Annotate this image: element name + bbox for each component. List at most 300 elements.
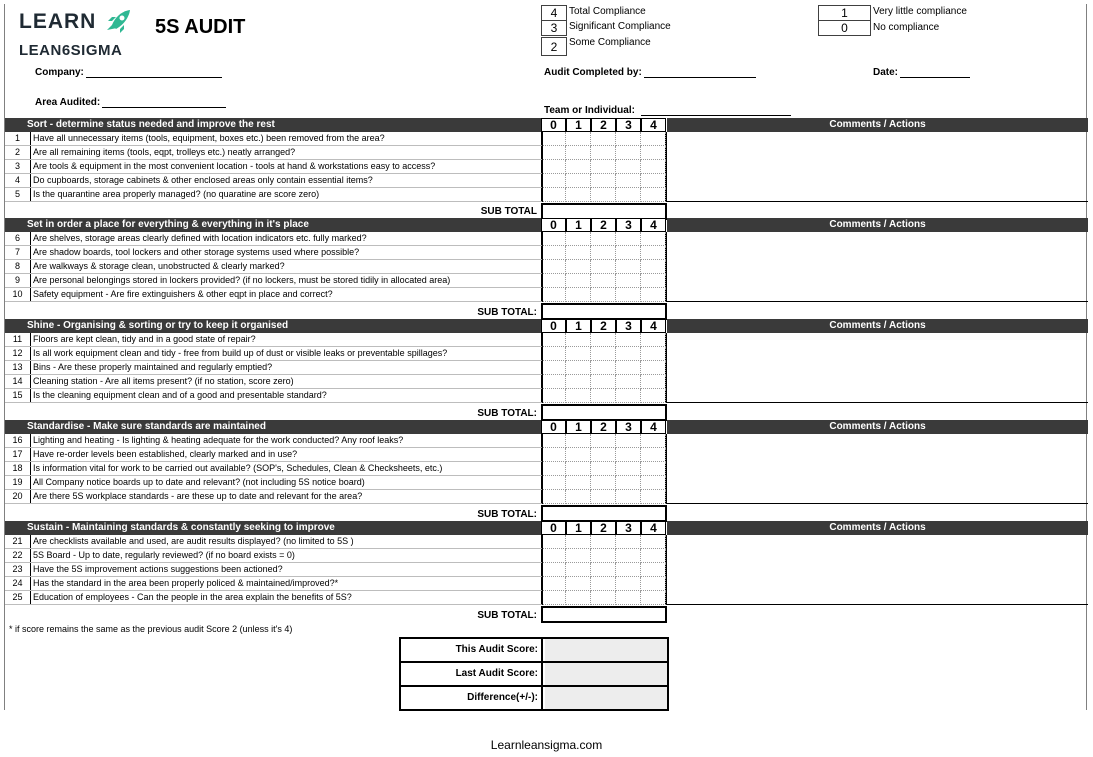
- item-number: 24: [5, 577, 31, 590]
- score-cell[interactable]: [591, 232, 616, 246]
- score-cell[interactable]: [591, 361, 616, 375]
- item-number: 6: [5, 232, 31, 245]
- score-cell[interactable]: [641, 549, 666, 563]
- score-cell[interactable]: [591, 490, 616, 504]
- scale-score-3: 3: [541, 20, 567, 36]
- score-header-1: 1: [566, 319, 591, 333]
- score-cell[interactable]: [641, 333, 666, 347]
- item-number: 4: [5, 174, 31, 187]
- item-question: Have all unnecessary items (tools, equipment, boxes etc.) been removed from the area?: [33, 133, 385, 143]
- score-cell[interactable]: [616, 274, 641, 288]
- score-header-2: 2: [591, 420, 616, 434]
- item-number: 17: [5, 448, 31, 461]
- website-link[interactable]: Learnleansigma.com: [490, 738, 603, 752]
- comments-area[interactable]: [667, 132, 1088, 202]
- score-cell[interactable]: [616, 434, 641, 448]
- table-row: [5, 375, 541, 389]
- score-cell[interactable]: [641, 274, 666, 288]
- table-row: [5, 577, 541, 591]
- score-header-1: 1: [566, 118, 591, 132]
- last-audit-label: Last Audit Score:: [401, 663, 543, 685]
- score-cell[interactable]: [541, 246, 566, 260]
- score-cell[interactable]: [541, 462, 566, 476]
- score-header-0: 0: [541, 521, 566, 535]
- comments-area[interactable]: [667, 535, 1088, 605]
- scale-score-2: 2: [541, 37, 567, 56]
- score-cell[interactable]: [541, 160, 566, 174]
- table-row: [5, 389, 541, 403]
- item-question: Are checklists available and used, are audit results displayed? (no limited to 5S ): [33, 536, 354, 546]
- this-audit-label: This Audit Score:: [401, 639, 543, 661]
- table-row: [5, 188, 541, 202]
- item-number: 8: [5, 260, 31, 273]
- item-question: Are shadow boards, tool lockers and other storage systems used where possible?: [33, 247, 360, 257]
- scale-score-1: 1: [818, 5, 871, 21]
- score-cell[interactable]: [541, 563, 566, 577]
- score-cell[interactable]: [591, 462, 616, 476]
- section-title: Shine - Organising & sorting or try to keep it organised: [5, 319, 541, 333]
- score-header-4: 4: [641, 521, 666, 535]
- score-cell[interactable]: [616, 476, 641, 490]
- section-header: [5, 319, 1088, 333]
- item-number: 15: [5, 389, 31, 402]
- item-number: 12: [5, 347, 31, 360]
- score-cell[interactable]: [616, 361, 641, 375]
- item-question: Education of employees - Can the people in the area explain the benefits of 5S?: [33, 592, 352, 602]
- date-field[interactable]: [873, 67, 970, 78]
- item-question: Have the 5S improvement actions suggestions been actioned?: [33, 564, 283, 574]
- item-number: 9: [5, 274, 31, 287]
- comments-header: Comments / Actions: [667, 218, 1088, 232]
- team-or-individual-label: Team or Individual:: [544, 105, 635, 116]
- score-cell[interactable]: [591, 563, 616, 577]
- score-cell[interactable]: [566, 174, 591, 188]
- score-cell[interactable]: [566, 591, 591, 605]
- item-question: Is information vital for work to be carried out available? (SOP's, Schedules, Clean & Checksheets, etc.): [33, 463, 443, 473]
- score-cell[interactable]: [591, 375, 616, 389]
- table-row: [5, 591, 541, 605]
- section-sort: [5, 118, 1088, 220]
- score-cell[interactable]: [541, 174, 566, 188]
- scale-label-0: No compliance: [873, 22, 940, 33]
- score-cell[interactable]: [566, 490, 591, 504]
- score-cell[interactable]: [641, 476, 666, 490]
- difference-row: [401, 687, 667, 711]
- score-cell[interactable]: [641, 389, 666, 403]
- section-standardise: [5, 420, 1088, 522]
- score-cell[interactable]: [641, 146, 666, 160]
- score-cell[interactable]: [616, 174, 641, 188]
- footnote: * if score remains the same as the previous audit Score 2 (unless it's 4): [9, 624, 293, 634]
- scale-label-1: Very little compliance: [873, 6, 967, 17]
- score-cell[interactable]: [566, 288, 591, 302]
- item-question: Is the cleaning equipment clean and of a good and presentable standard?: [33, 390, 327, 400]
- item-number: 10: [5, 288, 31, 301]
- score-cell[interactable]: [566, 389, 591, 403]
- table-row: [5, 260, 541, 274]
- table-row: [5, 462, 541, 476]
- score-header-3: 3: [616, 521, 641, 535]
- score-cell[interactable]: [566, 260, 591, 274]
- item-question: Are tools & equipment in the most convenient location - tools at hand & workstations easy to access?: [33, 161, 436, 171]
- team-or-individual-field[interactable]: [544, 105, 791, 116]
- score-cell[interactable]: [641, 160, 666, 174]
- score-cell[interactable]: [591, 174, 616, 188]
- score-cell[interactable]: [641, 434, 666, 448]
- comments-area[interactable]: [667, 232, 1088, 302]
- audit-completed-by-label: Audit Completed by:: [544, 67, 642, 78]
- score-cell[interactable]: [616, 333, 641, 347]
- score-cell[interactable]: [566, 462, 591, 476]
- score-header-2: 2: [591, 521, 616, 535]
- subtotal-field[interactable]: [541, 606, 667, 623]
- item-number: 14: [5, 375, 31, 388]
- score-cell[interactable]: [566, 563, 591, 577]
- section-set-in-order: [5, 218, 1088, 320]
- scale-label-2: Some Compliance: [569, 37, 651, 48]
- score-cell[interactable]: [591, 591, 616, 605]
- subtotal-label: SUB TOTAL:: [477, 408, 537, 419]
- score-cell[interactable]: [591, 535, 616, 549]
- score-grid[interactable]: [541, 132, 667, 202]
- score-grid[interactable]: [541, 535, 667, 605]
- score-cell[interactable]: [616, 490, 641, 504]
- score-cell[interactable]: [591, 347, 616, 361]
- score-header-3: 3: [616, 319, 641, 333]
- comments-header: Comments / Actions: [667, 319, 1088, 333]
- this-audit-row: [401, 639, 667, 663]
- item-number: 2: [5, 146, 31, 159]
- item-number: 1: [5, 132, 31, 145]
- table-row: [5, 535, 541, 549]
- audit-completed-by-field[interactable]: [544, 67, 756, 78]
- score-cell[interactable]: [566, 232, 591, 246]
- scale-label-3: Significant Compliance: [569, 21, 671, 32]
- area-audited-label: Area Audited:: [35, 97, 101, 108]
- score-cell[interactable]: [641, 563, 666, 577]
- table-row: [5, 160, 541, 174]
- this-audit-score-field[interactable]: [545, 639, 667, 661]
- table-row: [5, 434, 541, 448]
- rocket-icon: [103, 8, 133, 39]
- score-cell[interactable]: [641, 577, 666, 591]
- score-cell[interactable]: [641, 462, 666, 476]
- score-cell[interactable]: [566, 333, 591, 347]
- score-header-0: 0: [541, 319, 566, 333]
- score-header-4: 4: [641, 218, 666, 232]
- last-audit-row: [401, 663, 667, 687]
- table-row: [5, 232, 541, 246]
- item-number: 20: [5, 490, 31, 503]
- score-header-0: 0: [541, 420, 566, 434]
- item-number: 21: [5, 535, 31, 548]
- subtotal-label: SUB TOTAL: [480, 206, 537, 217]
- score-cell[interactable]: [616, 260, 641, 274]
- table-row: [5, 476, 541, 490]
- section-sustain: [5, 521, 1088, 623]
- score-cell[interactable]: [641, 174, 666, 188]
- score-cell[interactable]: [616, 232, 641, 246]
- section-header: [5, 420, 1088, 434]
- subtotal-field[interactable]: [541, 505, 667, 522]
- item-question: Are personal belongings stored in lockers provided? (if no lockers, must be stored tidily in allocated area): [33, 275, 451, 285]
- score-cell[interactable]: [591, 188, 616, 202]
- item-number: 25: [5, 591, 31, 604]
- score-cell[interactable]: [616, 246, 641, 260]
- score-cell[interactable]: [566, 146, 591, 160]
- item-question: 5S Board - Up to date, regularly reviewed? (if no board exists = 0): [33, 550, 295, 560]
- subtotal-field[interactable]: [541, 404, 667, 421]
- score-header-3: 3: [616, 118, 641, 132]
- section-header: [5, 521, 1088, 535]
- score-cell[interactable]: [616, 549, 641, 563]
- item-question: Bins - Are these properly maintained and regularly emptied?: [33, 362, 273, 372]
- item-number: 7: [5, 246, 31, 259]
- score-cell[interactable]: [641, 347, 666, 361]
- score-header-2: 2: [591, 319, 616, 333]
- score-cell[interactable]: [616, 563, 641, 577]
- item-question: Are there 5S workplace standards - are these up to date and relevant for the area?: [33, 491, 363, 501]
- page-title: 5S AUDIT: [155, 16, 246, 38]
- audit-sheet: [4, 4, 1087, 710]
- item-number: 23: [5, 563, 31, 576]
- item-question: Is all work equipment clean and tidy - free from build up of dust or visible leaks or preventable spillages?: [33, 348, 448, 358]
- score-cell[interactable]: [641, 188, 666, 202]
- score-cell[interactable]: [591, 476, 616, 490]
- table-row: [5, 361, 541, 375]
- item-question: Are walkways & storage clean, unobstructed & clearly marked?: [33, 261, 285, 271]
- score-cell[interactable]: [541, 591, 566, 605]
- score-cell[interactable]: [566, 361, 591, 375]
- subtotal-label: SUB TOTAL:: [477, 610, 537, 621]
- score-cell[interactable]: [541, 375, 566, 389]
- comments-area[interactable]: [667, 434, 1088, 504]
- section-header: [5, 118, 1088, 132]
- score-cell[interactable]: [566, 246, 591, 260]
- item-question: Cleaning station - Are all items present? (if no station, score zero): [33, 376, 294, 386]
- subtotal-label: SUB TOTAL:: [477, 307, 537, 318]
- score-cell[interactable]: [566, 549, 591, 563]
- table-row: [5, 246, 541, 260]
- last-audit-score-field[interactable]: [545, 663, 667, 685]
- logo: [19, 10, 133, 59]
- score-cell[interactable]: [541, 549, 566, 563]
- score-grid[interactable]: [541, 232, 667, 302]
- score-cell[interactable]: [566, 132, 591, 146]
- logo-text-learn: LEARN: [19, 10, 97, 33]
- item-number: 13: [5, 361, 31, 374]
- score-cell[interactable]: [591, 132, 616, 146]
- score-cell[interactable]: [541, 448, 566, 462]
- comments-header: Comments / Actions: [667, 420, 1088, 434]
- score-cell[interactable]: [566, 476, 591, 490]
- score-cell[interactable]: [616, 577, 641, 591]
- summary-table: [399, 637, 669, 711]
- table-row: [5, 274, 541, 288]
- score-cell[interactable]: [641, 375, 666, 389]
- item-number: 11: [5, 333, 31, 346]
- score-cell[interactable]: [591, 434, 616, 448]
- subtotal-label: SUB TOTAL:: [477, 509, 537, 520]
- score-cell[interactable]: [591, 288, 616, 302]
- score-cell[interactable]: [616, 132, 641, 146]
- score-header-1: 1: [566, 521, 591, 535]
- table-row: [5, 132, 541, 146]
- score-cell[interactable]: [566, 347, 591, 361]
- score-header-4: 4: [641, 420, 666, 434]
- score-cell[interactable]: [566, 448, 591, 462]
- score-cell[interactable]: [566, 434, 591, 448]
- score-header-4: 4: [641, 319, 666, 333]
- scale-score-4: 4: [541, 5, 567, 21]
- table-row: [5, 563, 541, 577]
- score-cell[interactable]: [616, 389, 641, 403]
- scale-label-4: Total Compliance: [569, 6, 646, 17]
- company-label: Company:: [35, 67, 84, 78]
- score-cell[interactable]: [641, 132, 666, 146]
- table-row: [5, 146, 541, 160]
- score-cell[interactable]: [541, 389, 566, 403]
- score-cell[interactable]: [641, 288, 666, 302]
- score-cell[interactable]: [591, 160, 616, 174]
- difference-field[interactable]: [545, 687, 667, 709]
- item-question: Are all remaining items (tools, eqpt, trolleys etc.) neatly arranged?: [33, 147, 296, 157]
- score-cell[interactable]: [616, 462, 641, 476]
- score-cell[interactable]: [641, 591, 666, 605]
- score-cell[interactable]: [616, 188, 641, 202]
- item-number: 16: [5, 434, 31, 447]
- table-row: [5, 174, 541, 188]
- score-cell[interactable]: [541, 361, 566, 375]
- comments-area[interactable]: [667, 333, 1088, 403]
- score-cell[interactable]: [541, 288, 566, 302]
- item-question: Are shelves, storage areas clearly defined with location indicators etc. fully marked?: [33, 233, 367, 243]
- score-cell[interactable]: [566, 160, 591, 174]
- difference-label: Difference(+/-):: [401, 687, 543, 709]
- item-question: Do cupboards, storage cabinets & other enclosed areas only contain essential items?: [33, 175, 373, 185]
- score-cell[interactable]: [541, 535, 566, 549]
- score-cell[interactable]: [566, 535, 591, 549]
- section-title: Standardise - Make sure standards are maintained: [5, 420, 541, 434]
- item-question: Has the standard in the area been properly policed & maintained/improved?*: [33, 578, 339, 588]
- score-cell[interactable]: [541, 434, 566, 448]
- score-cell[interactable]: [541, 476, 566, 490]
- score-header-1: 1: [566, 218, 591, 232]
- score-cell[interactable]: [591, 333, 616, 347]
- item-question: Floors are kept clean, tidy and in a good state of repair?: [33, 334, 256, 344]
- table-row: [5, 333, 541, 347]
- score-cell[interactable]: [616, 448, 641, 462]
- score-cell[interactable]: [616, 535, 641, 549]
- table-row: [5, 288, 541, 302]
- score-cell[interactable]: [591, 246, 616, 260]
- score-header-3: 3: [616, 420, 641, 434]
- score-cell[interactable]: [641, 490, 666, 504]
- score-cell[interactable]: [591, 577, 616, 591]
- date-label: Date:: [873, 67, 899, 78]
- score-cell[interactable]: [616, 591, 641, 605]
- section-title: Sort - determine status needed and improve the rest: [5, 118, 541, 132]
- item-number: 22: [5, 549, 31, 562]
- score-header-4: 4: [641, 118, 666, 132]
- score-cell[interactable]: [566, 188, 591, 202]
- score-cell[interactable]: [541, 188, 566, 202]
- score-cell[interactable]: [566, 375, 591, 389]
- item-number: 3: [5, 160, 31, 173]
- company-field[interactable]: [35, 67, 222, 78]
- score-cell[interactable]: [541, 146, 566, 160]
- item-question: Is the quarantine area properly managed? (no quaratine are score zero): [33, 189, 320, 199]
- score-cell[interactable]: [541, 333, 566, 347]
- subtotal-field[interactable]: [541, 303, 667, 320]
- score-cell[interactable]: [591, 274, 616, 288]
- score-cell[interactable]: [591, 389, 616, 403]
- section-title: Set in order a place for everything & everything in it's place: [5, 218, 541, 232]
- item-question: Have re-order levels been established, clearly marked and in use?: [33, 449, 298, 459]
- comments-header: Comments / Actions: [667, 118, 1088, 132]
- score-cell[interactable]: [541, 132, 566, 146]
- score-cell[interactable]: [566, 577, 591, 591]
- item-number: 19: [5, 476, 31, 489]
- score-cell[interactable]: [591, 448, 616, 462]
- score-cell[interactable]: [641, 232, 666, 246]
- item-number: 5: [5, 188, 31, 201]
- score-cell[interactable]: [641, 246, 666, 260]
- score-cell[interactable]: [541, 490, 566, 504]
- score-header-0: 0: [541, 118, 566, 132]
- score-cell[interactable]: [641, 535, 666, 549]
- logo-text-lean6sigma: LEAN6SIGMA: [19, 42, 123, 59]
- score-cell[interactable]: [616, 146, 641, 160]
- item-number: 18: [5, 462, 31, 475]
- scale-score-0: 0: [818, 20, 871, 36]
- score-cell[interactable]: [641, 448, 666, 462]
- table-row: [5, 448, 541, 462]
- comments-header: Comments / Actions: [667, 521, 1088, 535]
- score-cell[interactable]: [616, 160, 641, 174]
- item-question: All Company notice boards up to date and relevant? (not including 5S notice board): [33, 477, 365, 487]
- score-grid[interactable]: [541, 333, 667, 403]
- score-header-0: 0: [541, 218, 566, 232]
- score-header-3: 3: [616, 218, 641, 232]
- score-header-2: 2: [591, 118, 616, 132]
- score-cell[interactable]: [616, 288, 641, 302]
- score-cell[interactable]: [616, 375, 641, 389]
- score-cell[interactable]: [566, 274, 591, 288]
- score-cell[interactable]: [591, 549, 616, 563]
- score-cell[interactable]: [591, 146, 616, 160]
- table-row: [5, 549, 541, 563]
- score-cell[interactable]: [591, 260, 616, 274]
- section-header: [5, 218, 1088, 232]
- score-cell[interactable]: [541, 577, 566, 591]
- score-cell[interactable]: [541, 274, 566, 288]
- area-audited-field[interactable]: [35, 97, 226, 108]
- score-grid[interactable]: [541, 434, 667, 504]
- score-cell[interactable]: [616, 347, 641, 361]
- score-cell[interactable]: [641, 361, 666, 375]
- score-cell[interactable]: [541, 232, 566, 246]
- table-row: [5, 347, 541, 361]
- table-row: [5, 490, 541, 504]
- score-cell[interactable]: [641, 260, 666, 274]
- section-title: Sustain - Maintaining standards & constantly seeking to improve: [5, 521, 541, 535]
- score-cell[interactable]: [541, 347, 566, 361]
- score-cell[interactable]: [541, 260, 566, 274]
- score-header-2: 2: [591, 218, 616, 232]
- item-question: Lighting and heating - Is lighting & heating adequate for the work conducted? Any roof leaks?: [33, 435, 404, 445]
- score-header-1: 1: [566, 420, 591, 434]
